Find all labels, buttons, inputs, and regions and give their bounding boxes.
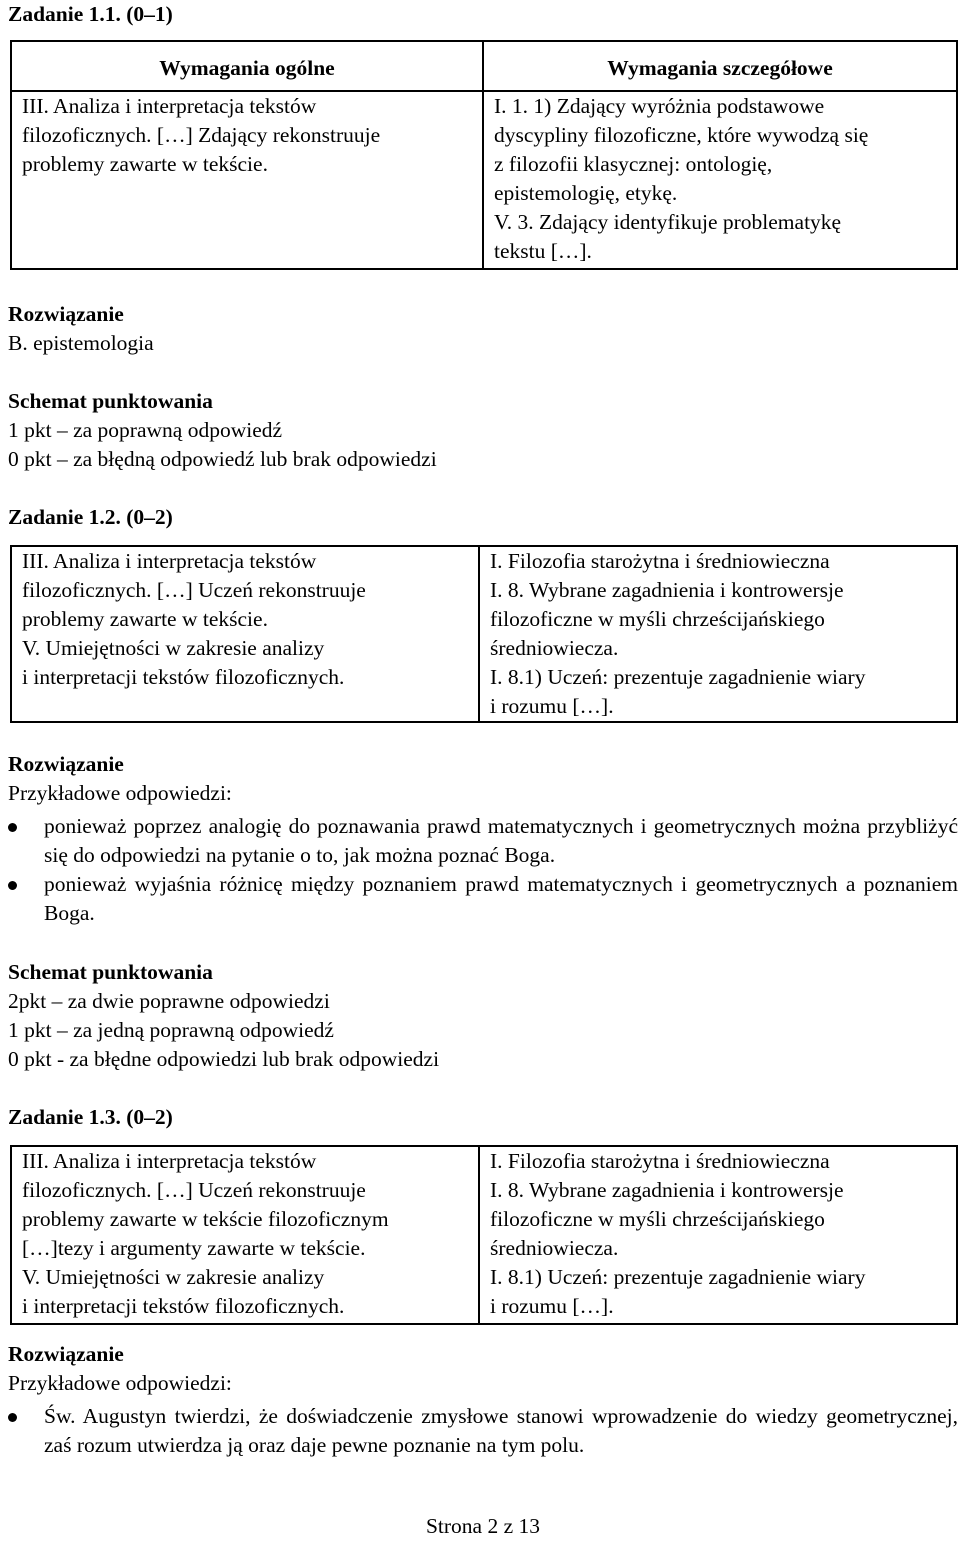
general-requirements-cell: III. Analiza i interpretacja tekstów filozoficznych. […] Uczeń rekonstruuje problemy zawarte w tekście filozoficznym […]tezy i argumenty zawarte w tekście. V. Umiejętności w zakresie analizy i interpretacji tekstów filozoficznych. [11, 1146, 479, 1324]
task-1-3-requirements-table [10, 1145, 958, 1325]
task-1-1-solution-heading: Rozwiązanie [8, 302, 124, 326]
task-1-2-examples-label: Przykładowe odpowiedzi: [8, 781, 232, 805]
task-1-3-examples-label: Przykładowe odpowiedzi: [8, 1371, 232, 1395]
task-1-2-requirements-table [10, 545, 958, 723]
page-number: Strona 2 z 13 [425, 1514, 541, 1538]
task-1-2-scoring-line: 2pkt – za dwie poprawne odpowiedzi [8, 989, 330, 1013]
task-1-1-requirements-table [10, 40, 958, 270]
task-1-2-answers-list [8, 812, 958, 928]
task-1-1-solution: B. epistemologia [8, 331, 154, 355]
bullet-icon [8, 1413, 17, 1422]
task-1-3-heading: Zadanie 1.3. (0–2) [8, 1105, 173, 1129]
detailed-requirements-header: Wymagania szczegółowe [483, 41, 957, 91]
detailed-requirements-cell: I. 1. 1) Zdający wyróżnia podstawowe dyscypliny filozoficzne, które wywodzą się z filozofii klasycznej: ontologię, epistemologię, etykę. V. 3. Zdający identyfikuje problematykę tekstu […]. [483, 91, 957, 269]
general-requirements-header: Wymagania ogólne [11, 41, 483, 91]
list-item: ponieważ wyjaśnia różnicę między poznaniem prawd matematycznych i geometrycznych a poznaniem Boga. [8, 870, 958, 928]
detailed-requirements-cell: I. Filozofia starożytna i średniowieczna I. 8. Wybrane zagadnienia i kontrowersje filozoficzne w myśli chrześcijańskiego średniowiecza. I. 8.1) Uczeń: prezentuje zagadnienie wiary i rozumu […]. [479, 1146, 957, 1324]
task-1-3-answers-list [8, 1402, 958, 1460]
task-1-1-heading: Zadanie 1.1. (0–1) [8, 2, 173, 26]
bullet-icon [8, 823, 17, 832]
bullet-icon [8, 881, 17, 890]
general-requirements-cell: III. Analiza i interpretacja tekstów filozoficznych. […] Uczeń rekonstruuje problemy zawarte w tekście. V. Umiejętności w zakresie analizy i interpretacji tekstów filozoficznych. [11, 546, 479, 722]
task-1-2-scoring-heading: Schemat punktowania [8, 960, 213, 984]
detailed-requirements-cell: I. Filozofia starożytna i średniowieczna I. 8. Wybrane zagadnienia i kontrowersje filozoficzne w myśli chrześcijańskiego średniowiecza. I. 8.1) Uczeń: prezentuje zagadnienie wiary i rozumu […]. [479, 546, 957, 722]
task-1-2-solution-heading: Rozwiązanie [8, 752, 124, 776]
task-1-2-heading: Zadanie 1.2. (0–2) [8, 505, 173, 529]
list-item: Św. Augustyn twierdzi, że doświadczenie zmysłowe stanowi wprowadzenie do wiedzy geometrycznej, zaś rozum utwierdza ją oraz daje pewne poznanie na tym polu. [8, 1402, 958, 1460]
task-1-2-scoring-line: 1 pkt – za jedną poprawną odpowiedź [8, 1018, 334, 1042]
list-item: ponieważ poprzez analogię do poznawania prawd matematycznych i geometrycznych można przybliżyć się do odpowiedzi na pytanie o to, jak można poznać Boga. [8, 812, 958, 870]
task-1-1-scoring-heading: Schemat punktowania [8, 389, 213, 413]
general-requirements-cell: III. Analiza i interpretacja tekstów filozoficznych. […] Zdający rekonstruuje problemy zawarte w tekście. [11, 91, 483, 269]
task-1-2-scoring-line: 0 pkt - za błędne odpowiedzi lub brak odpowiedzi [8, 1047, 440, 1071]
task-1-1-scoring-line: 1 pkt – za poprawną odpowiedź [8, 418, 283, 442]
task-1-1-scoring-line: 0 pkt – za błędną odpowiedź lub brak odpowiedzi [8, 447, 437, 471]
task-1-3-solution-heading: Rozwiązanie [8, 1342, 124, 1366]
